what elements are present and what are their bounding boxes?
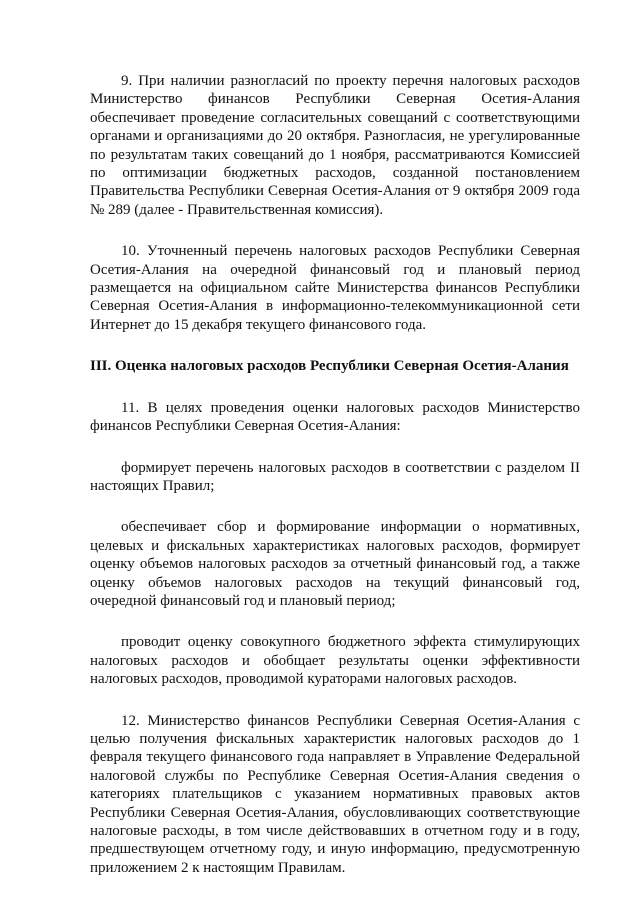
paragraph-11-item-3: проводит оценку совокупного бюджетного эффекта стимулирующих налоговых расходов и обобщает результаты оценки эффективности налоговых расходов, проводимой кураторами налоговых расходов. [90,634,580,688]
paragraph-11: 11. В целях проведения оценки налоговых расходов Министерство финансов Республики Северная Осетия-Алания: [90,399,580,435]
paragraph-11-item-1: формирует перечень налоговых расходов в соответствии с разделом II настоящих Правил; [90,459,580,494]
document-page [90,72,580,900]
paragraph-9: 9. При наличии разногласий по проекту перечня налоговых расходов Министерство финансов Республики Северная Осетия-Алания обеспечивает проведение согласительных совещаний с соответствующими органами и организациями до 20 октября. Разногласия, не урегулированные по результатам таких совещаний до 1 ноября, рассматриваются Комиссией по оптимизации бюджетных расходов, созданной постановлением Правительства Республики Северная Осетия-Алания от 9 октября 2009 года № 289 (далее - Правительственная комиссия). [90,73,580,218]
paragraph-11-item-2: обеспечивает сбор и формирование информации о нормативных, целевых и фискальных характеристиках налоговых расходов, формирует оценку объемов налоговых расходов за отчетный финансовый год, а также оценку объемов налоговых расходов на текущий финансовый год, очередной финансовый год и плановый период; [90,519,580,609]
paragraph-12: 12. Министерство финансов Республики Северная Осетия-Алания с целью получения фискальных характеристик налоговых расходов до 1 февраля текущего финансового года направляет в Управление Федеральной налоговой службы по Республике Северная Осетия-Алания сведения о категориях плательщиков с указанием нормативных правовых актов Республики Северная Осетия-Алания, обусловливающих соответствующие налоговые расходы, в том числе действовавших в отчетном году и в году, предшествующем отчетному году, и иную информацию, предусмотренную приложением 2 к настоящим Правилам. [90,712,580,876]
paragraph-10: 10. Уточненный перечень налоговых расходов Республики Северная Осетия-Алания на очередной финансовый год и плановый период размещается на официальном сайте Министерства финансов Республики Северная Осетия-Алания в информационно-телекоммуникационной сети Интернет до 15 декабря текущего финансового года. [90,243,580,333]
section-heading: III. Оценка налоговых расходов Республики Северная Осетия-Алания [90,358,569,375]
